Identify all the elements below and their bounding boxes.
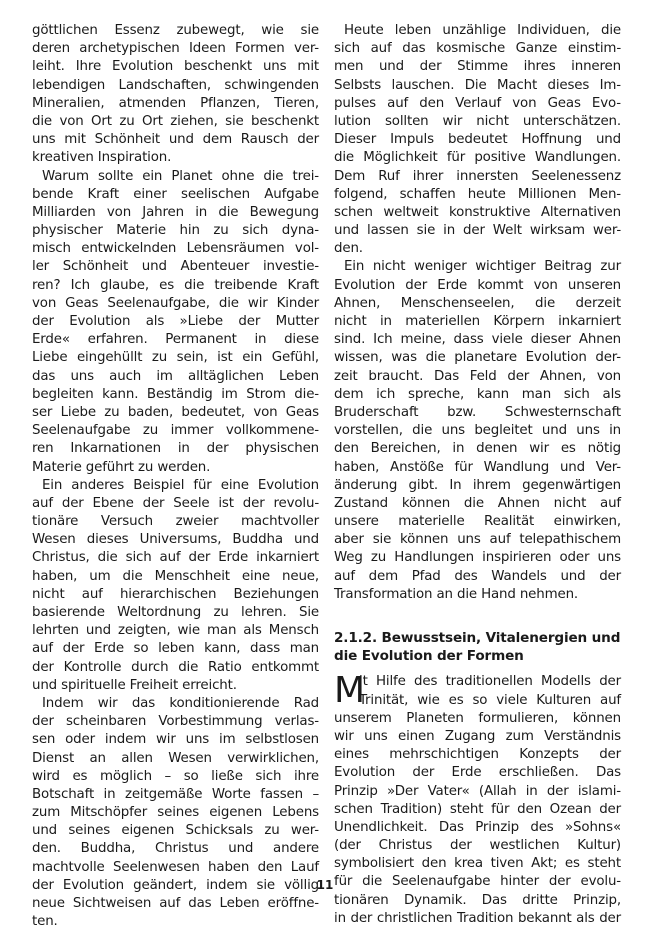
text-line: die von Ort zu Ort ziehen, sie beschenkt bbox=[32, 113, 319, 129]
text-line: zeit braucht. Das Feld der Ahnen, von bbox=[334, 368, 621, 384]
text-line: leiht. Ihre Evolution beschenkt uns mit bbox=[32, 59, 319, 75]
text-line: ser Liebe zu baden, bedeutet, von Geas bbox=[32, 404, 319, 420]
heading-line: 2.1.2. Bewusstsein, Vitalenergien und bbox=[334, 630, 621, 646]
text-line: sind. Ich meine, dass viele dieser Ahnen bbox=[334, 332, 621, 348]
text-line: Indem wir das konditionierende Rad bbox=[42, 695, 319, 711]
text-line: Materie geführt zu werden. bbox=[32, 459, 211, 475]
text-line: Ein anderes Beispiel für eine Evolution bbox=[42, 477, 319, 493]
text-line: Bruderschaft bzw. Schwesternschaft bbox=[334, 404, 621, 420]
text-line: Dieser Impuls bedeutet Hoffnung und bbox=[334, 132, 621, 148]
text-line: (der Christus der westlichen Kultur) bbox=[334, 838, 621, 854]
text-line: symbolisiert den krea tiven Akt; es steht bbox=[334, 856, 621, 872]
text-line: Botschaft in zeitgemäße Worte fassen – bbox=[32, 786, 319, 802]
text-line: Transformation an die Hand nehmen. bbox=[334, 586, 579, 602]
text-line: begleiten kann. Beständig im Strom die- bbox=[32, 386, 319, 402]
text-line: der Evolution als »Liebe der Mutter bbox=[32, 314, 319, 329]
text-line: den. Buddha, Christus und andere bbox=[32, 841, 319, 857]
text-line: und lassen sie in der Welt wirksam wer- bbox=[334, 223, 621, 239]
text-line: den. bbox=[334, 241, 363, 257]
text-line: deren archetypischen Ideen Formen ver- bbox=[32, 41, 319, 57]
text-line: lution sollten wir nicht unterschätzen. bbox=[334, 113, 621, 129]
text-line: schen weltweit konstruktive Alternativen bbox=[334, 204, 621, 220]
text-line: ten. bbox=[32, 914, 58, 930]
text-line: folgend, schaffen heute Millionen Men- bbox=[334, 186, 621, 202]
text-line: die Möglichkeit für positive Wandlungen. bbox=[334, 150, 621, 166]
text-line: haben, um die Menschheit eine neue, bbox=[32, 568, 319, 584]
text-line: göttlichen Essenz zubewegt, wie sie bbox=[32, 23, 319, 38]
paragraph bbox=[32, 695, 319, 931]
text-line: auf der Erde so leben kann, dass man bbox=[32, 641, 319, 657]
drop-cap: M bbox=[334, 670, 365, 712]
section-heading bbox=[334, 629, 621, 665]
text-line: schen Tradition) steht für den Ozean der bbox=[334, 801, 621, 817]
text-line: Ahnen, Menschenseelen, die derzeit bbox=[334, 295, 621, 311]
text-line: nicht in materiellen Körpern inkarniert bbox=[334, 314, 621, 329]
heading-line: die Evolution der Formen bbox=[334, 648, 524, 665]
page-number: 11 bbox=[316, 878, 334, 892]
right-column bbox=[334, 22, 621, 928]
text-line: änderung gibt. In ihrem gegenwärtigen bbox=[334, 477, 621, 493]
text-line: lebendigen Landschaften, schwingenden bbox=[32, 77, 319, 93]
text-line: men und der Stimme ihres inneren bbox=[334, 59, 621, 75]
text-line: physischer Materie hin zu sich dyna- bbox=[32, 223, 319, 239]
text-line: Trinität, wie es so viele Kulturen auf bbox=[359, 692, 621, 708]
text-line: haben, Anstöße für Wandlung und Ver- bbox=[334, 459, 621, 475]
text-line: Zustand können die Ahnen nicht auf bbox=[334, 495, 621, 511]
text-line: aber sie können uns auf telepathischem bbox=[334, 532, 621, 548]
text-line: Mineralien, atmenden Pflanzen, Tieren, bbox=[32, 95, 319, 111]
text-line: wird es möglich – so ließe sich ihre bbox=[32, 768, 319, 784]
text-line: das uns auch im alltäglichen Leben bbox=[32, 368, 319, 384]
text-line: uns mit Schönheit und dem Rausch der bbox=[32, 132, 319, 148]
text-line: Evolution der Erde kommt von unseren bbox=[334, 277, 621, 293]
text-line: Dienst an allen Wesen verwirklichen, bbox=[32, 750, 319, 766]
paragraph bbox=[32, 168, 319, 477]
text-line: bende Kraft einer seelischen Aufgabe bbox=[32, 186, 319, 202]
text-line: Wesen dieses Universums, Buddha und bbox=[32, 532, 319, 548]
text-line: sen oder indem wir uns im selbstlosen bbox=[32, 732, 319, 748]
text-line: dem ich spreche, kann man sich als bbox=[334, 386, 621, 402]
text-line: unsere materielle Realität einwirken, bbox=[334, 514, 621, 530]
text-line: Selbsts lauschen. Die Macht dieses Im- bbox=[334, 77, 621, 93]
text-line: ler Schönheit und Abenteuer investie- bbox=[32, 259, 319, 275]
text-line: für die Seelenaufgabe hinter der evolu- bbox=[334, 874, 621, 890]
text-line: Heute leben unzählige Individuen, die bbox=[344, 23, 621, 38]
text-line: pulses auf den Verlauf von Geas Evo- bbox=[334, 95, 621, 111]
text-line: ren Inkarnationen in der physischen bbox=[32, 441, 319, 457]
text-line: Milliarden von Jahren in die Bewegung bbox=[32, 204, 319, 220]
text-line: neue Sichtweisen auf das Leben eröffne- bbox=[32, 896, 319, 911]
left-column bbox=[32, 22, 319, 931]
text-line: tionären Dynamik. Das dritte Prinzip, bbox=[334, 892, 621, 908]
text-line: sich auf das kosmische Ganze einstim- bbox=[334, 41, 621, 57]
text-line: Christus, die sich auf der Erde inkarniert bbox=[32, 550, 319, 566]
text-line: den Bereichen, in denen wir es nötig bbox=[334, 441, 621, 457]
text-line: vorstellen, die uns begleitet und uns in bbox=[334, 423, 621, 439]
text-line: Erde« erfahren. Permanent in diese bbox=[32, 332, 319, 348]
text-line: Prinzip »Der Vater« (Allah in der islami- bbox=[334, 783, 621, 799]
text-line: kreativen Inspiration. bbox=[32, 150, 172, 166]
text-line: auf der Ebene der Seele ist der revolu- bbox=[32, 495, 319, 511]
paragraph bbox=[334, 258, 621, 604]
text-line: Unendlichkeit. Das Prinzip des »Sohns« bbox=[334, 819, 621, 835]
text-line: misch entwickelnden Lebensräumen vol- bbox=[32, 241, 319, 257]
text-line: lehrten und zeigten, wie man als Mensch bbox=[32, 623, 319, 639]
text-line: tionäre Versuch zweier machtvoller bbox=[32, 514, 319, 530]
text-line: machtvolle Seelenwesen haben den Lauf bbox=[32, 859, 319, 875]
text-line: Warum sollte ein Planet ohne die trei- bbox=[42, 168, 319, 184]
text-line: wir uns einen Zugang zum Verständnis bbox=[334, 728, 621, 744]
text-line: Ein nicht weniger wichtiger Beitrag zur bbox=[344, 259, 621, 275]
text-line: it Hilfe des traditionellen Modells der bbox=[359, 674, 621, 690]
paragraph bbox=[334, 22, 621, 258]
text-line: basierende Weltordnung zu lehren. Sie bbox=[32, 605, 319, 620]
text-line: in der christlichen Tradition bekannt als der bbox=[334, 910, 621, 926]
text-line: Weg zu Handlungen inspirieren oder uns bbox=[334, 550, 621, 566]
text-line: der Kontrolle durch die Ratio entkommt bbox=[32, 659, 319, 675]
text-line: Evolution der Erde erschließen. Das bbox=[334, 765, 621, 781]
text-line: wissen, was die planetare Evolution der- bbox=[334, 350, 621, 366]
text-line: und seines eigenen Schicksals zu wer- bbox=[32, 823, 319, 839]
text-line: zum Mitschöpfer seines eigenen Lebens bbox=[32, 805, 319, 821]
text-line: der scheinbaren Vorbestimmung verlas- bbox=[32, 714, 319, 730]
text-line: der Evolution geändert, indem sie völlig bbox=[32, 877, 319, 893]
text-line: von Geas Seelenaufgabe, die wir Kinder bbox=[32, 295, 319, 311]
text-line: eines mehrschichtigen Konzepts der bbox=[334, 747, 621, 763]
text-line: auf dem Pfad des Wandels und der bbox=[334, 568, 621, 584]
text-line: ren? Ich glaube, es die treibende Kraft bbox=[32, 277, 319, 293]
paragraph bbox=[32, 22, 319, 168]
text-line: Seelenaufgabe zu immer vollkommene- bbox=[32, 423, 319, 439]
paragraph bbox=[32, 477, 319, 695]
text-line: Liebe eingehüllt zu sein, ist ein Gefühl, bbox=[32, 350, 319, 366]
text-line: nicht auf hierarchischen Beziehungen bbox=[32, 586, 319, 602]
text-line: Dem Ruf ihrer innersten Seelenessenz bbox=[334, 168, 621, 184]
text-line: unserem Planeten formulieren, können bbox=[334, 710, 621, 726]
text-line: und spirituelle Freiheit erreicht. bbox=[32, 677, 237, 693]
